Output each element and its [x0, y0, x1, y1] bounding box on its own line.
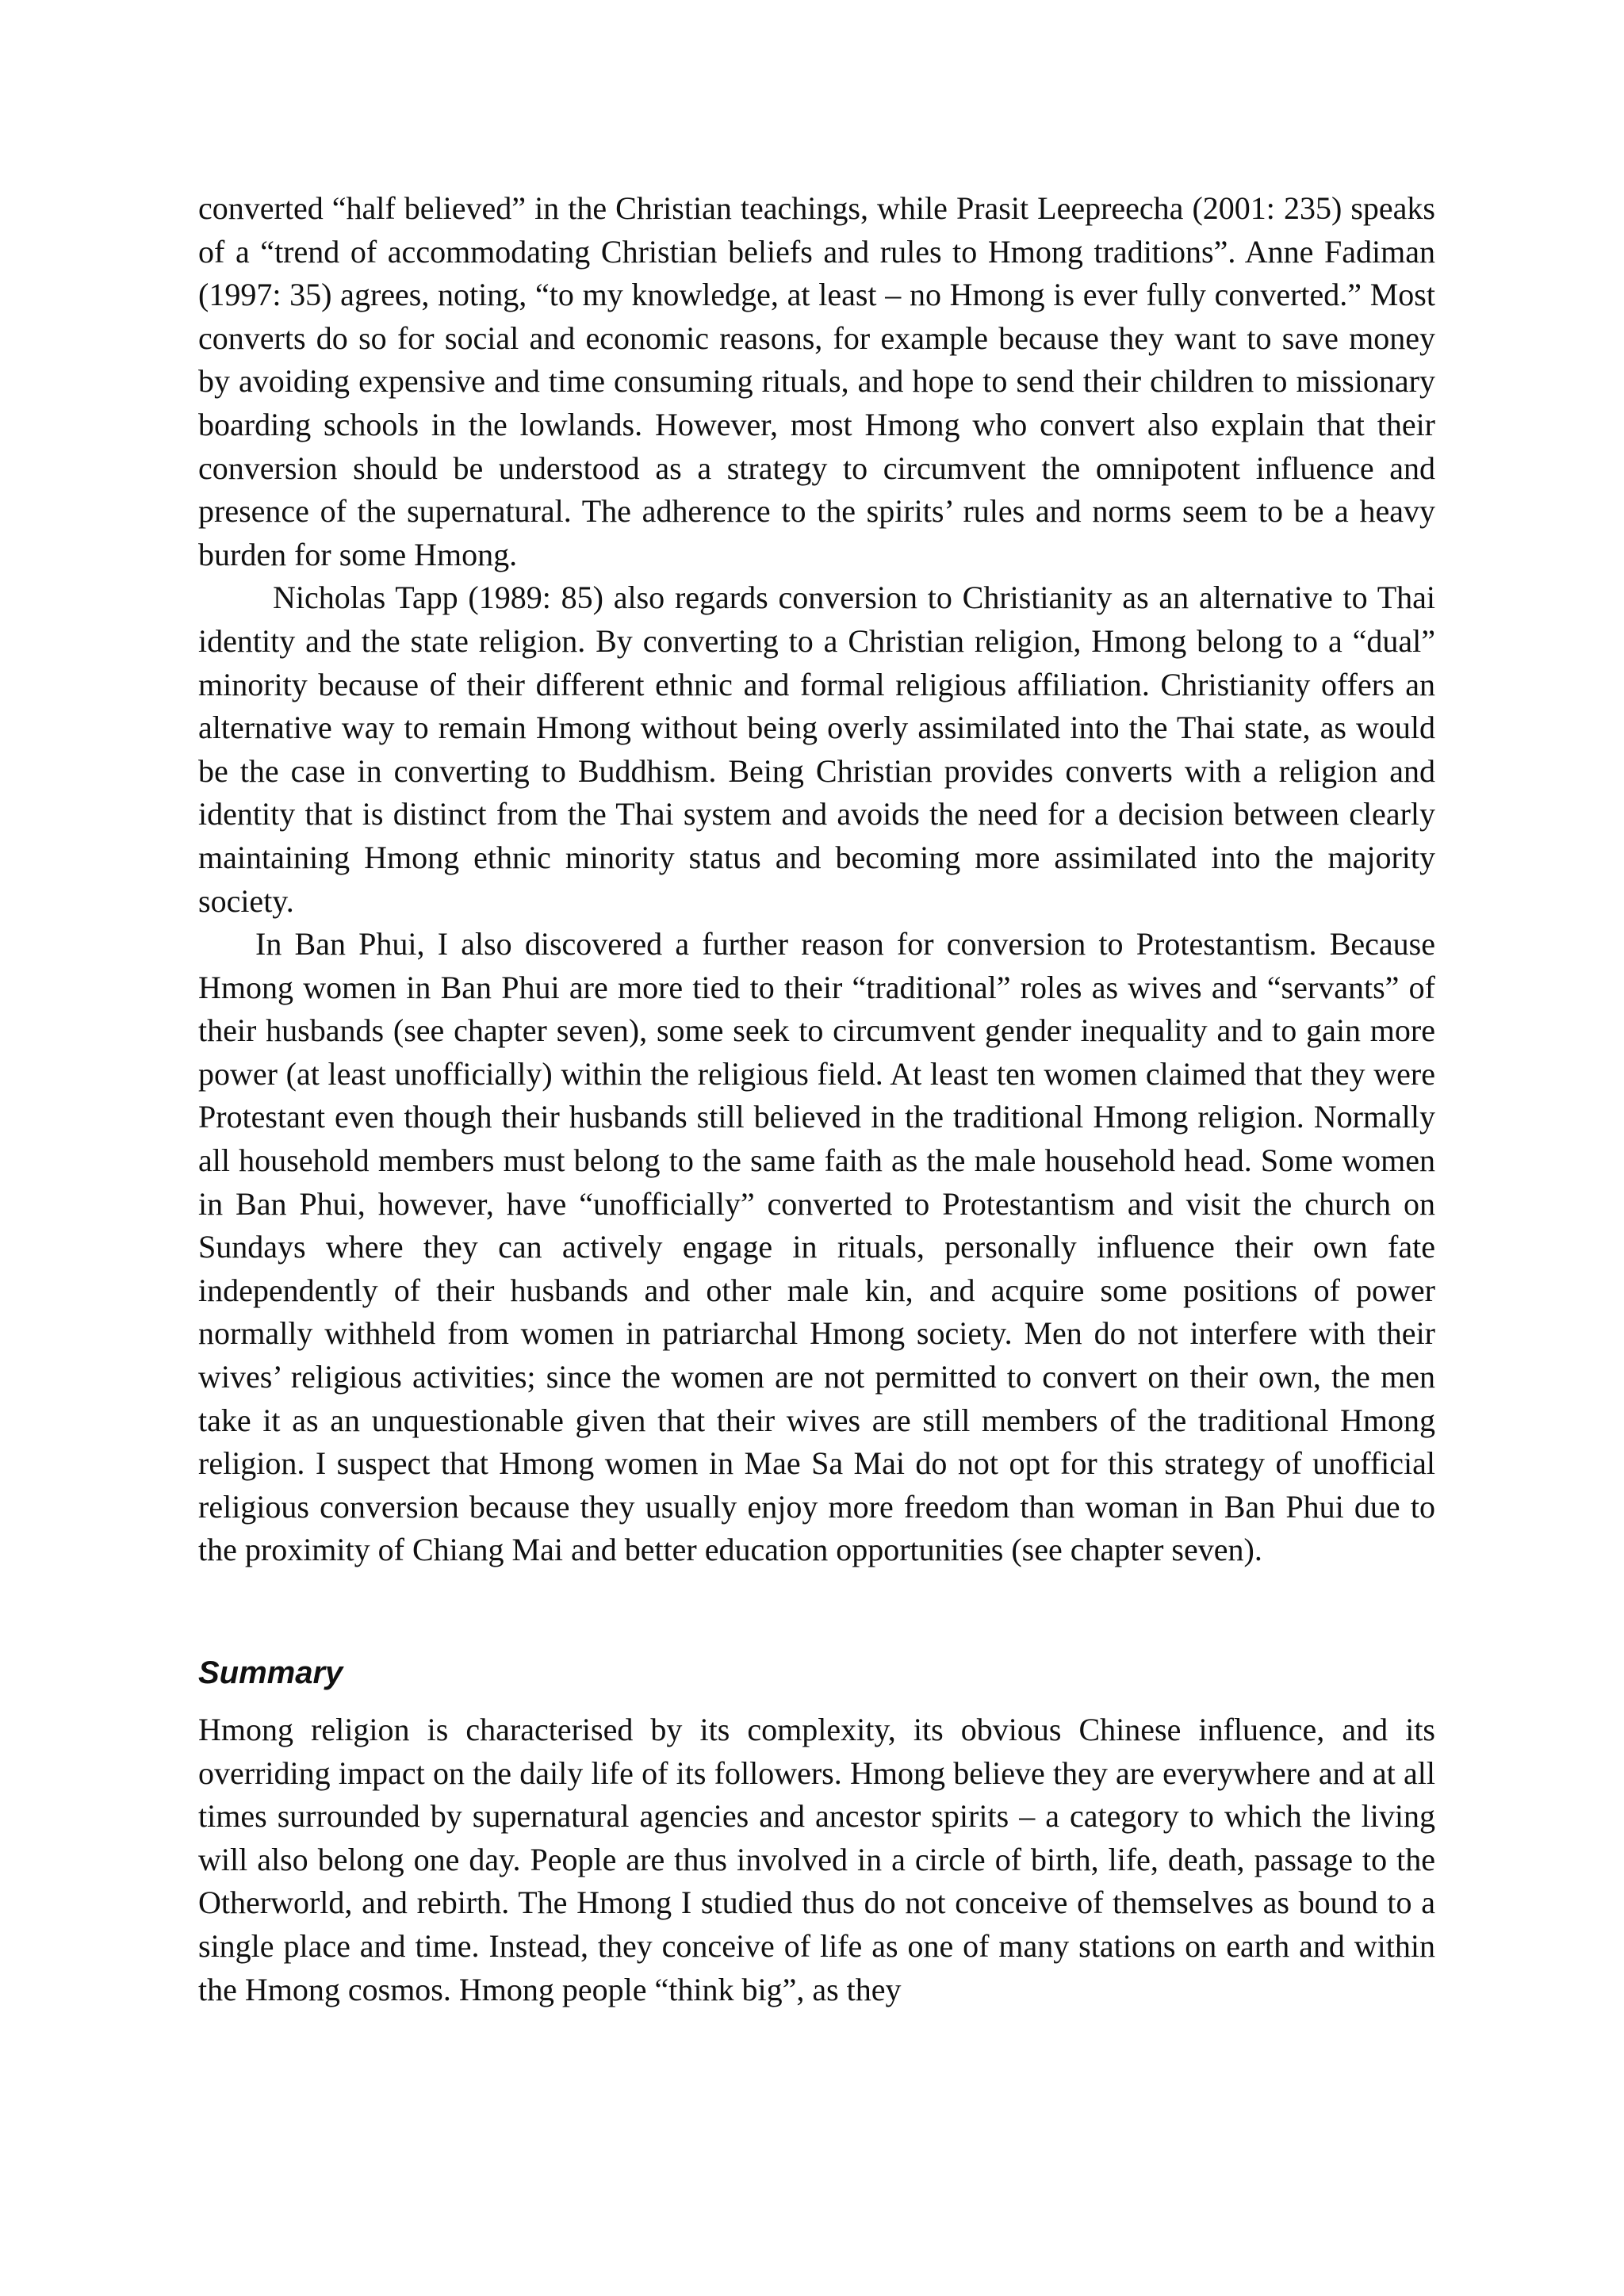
paragraph-conversion-reasons: converted “half believed” in the Christian teachings, while Prasit Leepreecha (2001: 235) speaks of a “trend of accommodating Christian beliefs and rules to Hmong traditions”. Anne Fadiman (1997: 35) agrees, noting, “to my knowledge, at least – no Hmong is ever fully converted.” Most converts do so for social and economic reasons, for example because they want to save money by avoiding expensive and time consuming rituals, and hope to send their children to missionary boarding schools in the lowlands. However, most Hmong who convert also explain that their conversion should be understood as a strategy to circumvent the omnipotent influence and presence of the supernatural. The adherence to the spirits’ rules and norms seem to be a heavy burden for some Hmong. — [198, 190, 1435, 572]
paragraph-ban-phui-women: In Ban Phui, I also discovered a further reason for conversion to Protestantism. Because Hmong women in Ban Phui are more tied to their “traditional” roles as wives and “servants” of their husbands (see chapter seven), some seek to circumvent gender inequality and to gain more power (at least unofficially) within the religious field. At least ten women claimed that they were Protestant even though their husbands still believed in the traditional Hmong religion. Normally all household members must belong to the same faith as the male household head. Some women in Ban Phui, however, have “unofficially” converted to Protestantism and visit the church on Sundays where they can actively engage in rituals, personally influence their own fate independently of their husbands and other male kin, and acquire some positions of power normally withheld from women in patriarchal Hmong society. Men do not interfere with their wives’ religious activities; since the women are not permitted to convert on their own, the men take it as an unquestionable given that their wives are still members of the traditional Hmong religion. I suspect that Hmong women in Mae Sa Mai do not opt for this strategy of unofficial religious conversion because they usually enjoy more freedom than woman in Ban Phui due to the proximity of Chiang Mai and better education opportunities (see chapter seven). — [198, 926, 1435, 1568]
section-heading-summary: Summary — [198, 1655, 343, 1690]
paragraph-summary: Hmong religion is characterised by its complexity, its obvious Chinese influence, and its overriding impact on the daily life of its followers. Hmong believe they are everywhere and at all times surrounded by supernatural agencies and ancestor spirits – a category to which the living will also belong one day. People are thus involved in a circle of birth, life, death, passage to the Otherworld, and rebirth. The Hmong I studied thus do not conceive of themselves as bound to a single place and time. Instead, they conceive of life as one of many stations on earth and within the Hmong cosmos. Hmong people “think big”, as they — [198, 1712, 1435, 2007]
paragraph-tapp-dual-minority: Nicholas Tapp (1989: 85) also regards conversion to Christianity as an alternative to Thai identity and the state religion. By converting to a Christian religion, Hmong belong to a “dual” minority because of their different ethnic and formal religious affiliation. Christianity offers an alternative way to remain Hmong without being overly assimilated into the Thai state, as would be the case in converting to Buddhism. Being Christian provides converts with a religion and identity that is distinct from the Thai system and avoids the need for a decision between clearly maintaining Hmong ethnic minority status and becoming more assimilated into the majority society. — [198, 580, 1435, 919]
document-body — [198, 187, 1435, 2097]
